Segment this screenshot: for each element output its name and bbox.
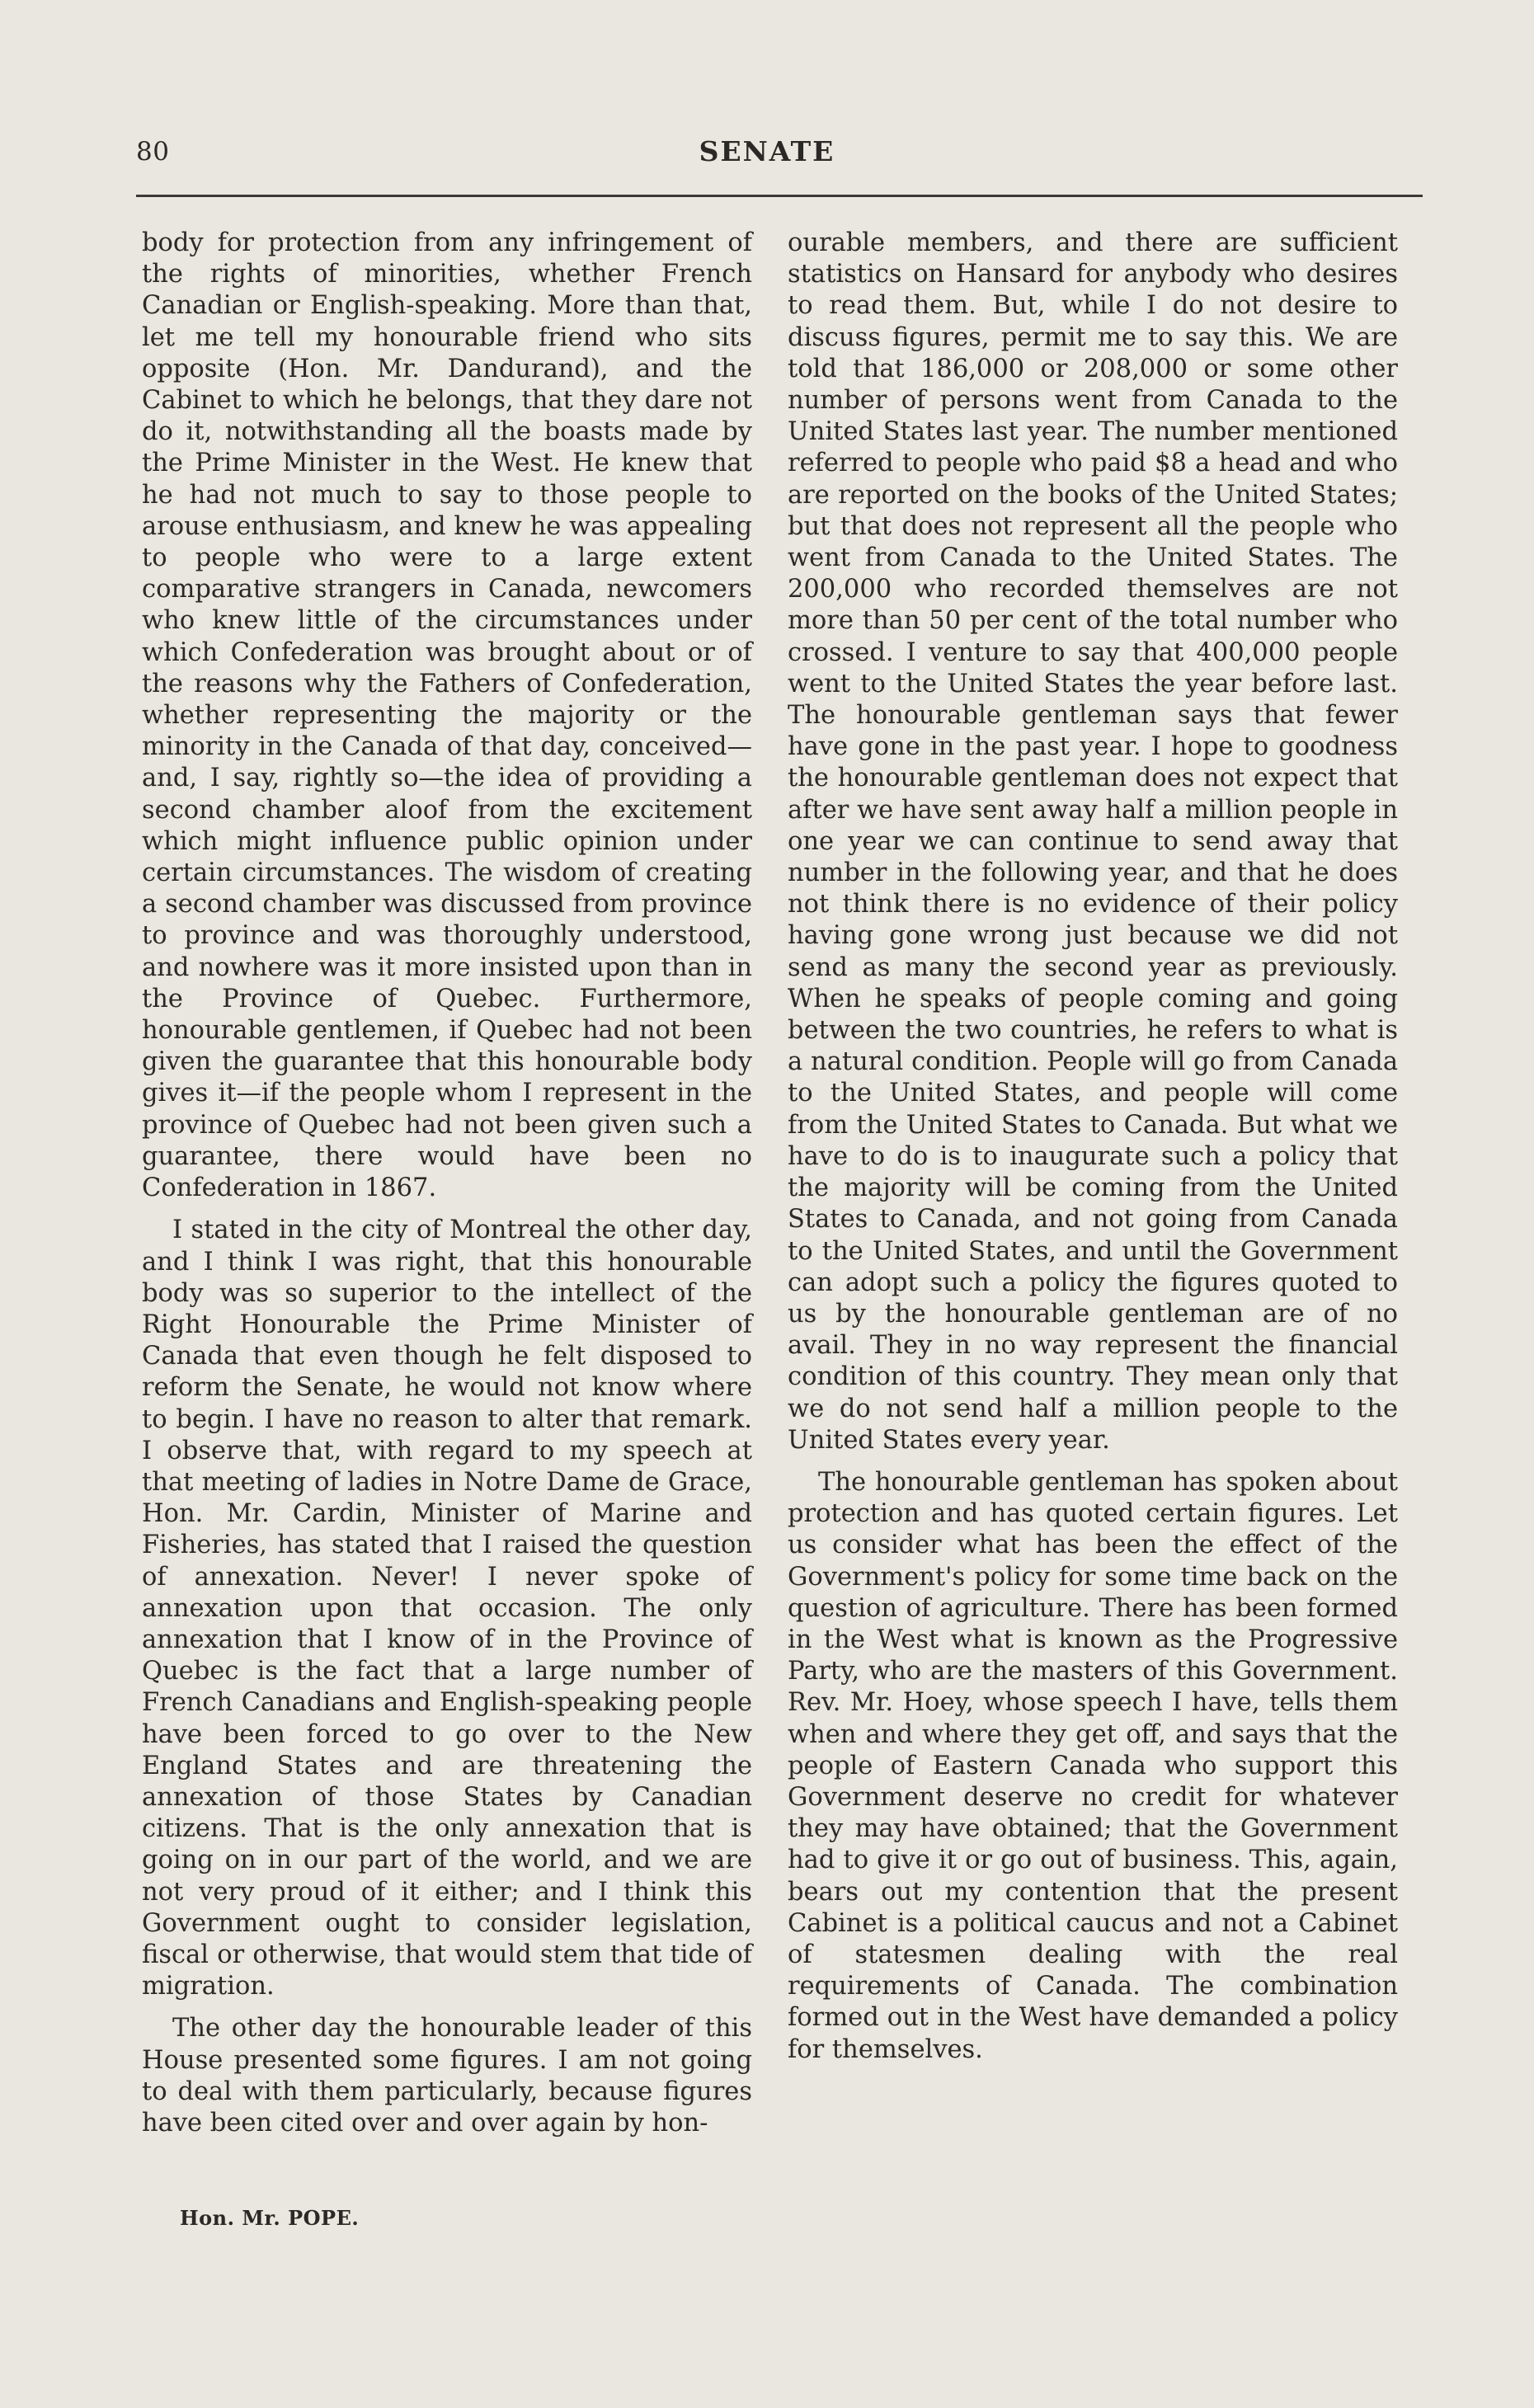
paragraph: I stated in the city of Montreal the other day, and I think I was right, that this honourable body was so superior to the intellect of the Right Honourable the Prime Minister of Canada that even though he felt disposed to reform the Senate, he would not know where to begin. I have no reason to alter that remark. I observe that, with regard to my speech at that meeting of ladies in Notre Dame de Grace, Hon. Mr. Cardin, Minister of Marine and Fisheries, has stated that I raised the question of annexation. Never! I never spoke of annexation upon that occasion. The only annexation that I know of in the Province of Quebec is the fact that a large number of French Canadians and English-speaking people have been forced to go over to the New England States and are threatening the annexation of those States by Canadian citizens. That is the only annexation that is going on in our part of the world, and we are not very proud of it either; and I think this Government ought to consider legislation, fiscal or otherwise, that would stem that tide of migration. (142, 1216, 752, 2001)
paragraph: ourable members, and there are sufficient statistics on Hansard for anybody who desires to read them. But, while I do not desire to discuss figures, permit me to say this. We are told that 186,000 or 208,000 or some other number of persons went from Canada to the United States last year. The number mentioned referred to people who paid $8 a head and who are reported on the books of the United States; but that does not represent all the people who went from Canada to the United States. The 200,000 who recorded themselves are not more than 50 per cent of the total number who crossed. I venture to say that 400,000 people went to the United States the year before last. The honourable gentleman says that fewer have gone in the past year. I hope to goodness the honourable gentleman does not expect that after we have sent away half a million people in one year we can continue to send away that number in the following year, and that he does not think there is no evidence of their policy having gone wrong just because we did not send as many the second year as previously. When he speaks of people coming and going between the two countries, he refers to what is a natural condition. People will go from Canada to the United States, and people will come from the United States to Canada. But what we have to do is to inaugurate such a policy that the majority will be coming from the United States to Canada, and not going from Canada to the United States, and until the Government can adopt such a policy the figures quoted to us by the honourable gentleman are of no avail. They in no way represent the financial condition of this country. They mean only that we do not send half a million people to the United States every year. (788, 228, 1398, 1455)
left-column (142, 228, 752, 2139)
paragraph: body for protection from any infringement of the rights of minorities, whether French Canadian or English-speaking. More than that, let me tell my honourable friend who sits opposite (Hon. Mr. Dandurand), and the Cabinet to which he belongs, that they dare not do it, notwithstanding all the boasts made by the Prime Minister in the West. He knew that he had not much to say to those people to arouse enthusiasm, and knew he was appealing to people who were to a large extent comparative strangers in Canada, newcomers who knew little of the circumstances under which Confederation was brought about or of the reasons why the Fathers of Confederation, whether representing the majority or the minority in the Canada of that day, conceived—and, I say, rightly so—the idea of providing a second chamber aloof from the excitement which might influence public opinion under certain circumstances. The wisdom of creating a second chamber was discussed from province to province and was thoroughly understood, and nowhere was it more insisted upon than in the Province of Quebec. Furthermore, honourable gentlemen, if Quebec had not been given the guarantee that this honourable body gives it—if the people whom I represent in the province of Quebec had not been given such a guarantee, there would have been no Confederation in 1867. (142, 228, 752, 1203)
paragraph: The other day the honourable leader of this House presented some figures. I am not going to deal with them particularly, because figures have been cited over and over again by hon- (142, 2014, 752, 2138)
header-rule (136, 195, 1423, 197)
paragraph: The honourable gentleman has spoken about protection and has quoted certain figures. Let us consider what has been the effect of the Government's policy for some time back on the question of agriculture. There has been formed in the West what is known as the Progressive Party, who are the masters of this Government. Rev. Mr. Hoey, whose speech I have, tells them when and where they get off, and says that the people of Eastern Canada who support this Government deserve no credit for whatever they may have obtained; that the Government had to give it or go out of business. This, again, bears out my contention that the present Cabinet is a political caucus and not a Cabinet of statesmen dealing with the real requirements of Canada. The combination formed out in the West have demanded a policy for themselves. (788, 1467, 1398, 2064)
page-number: 80 (136, 137, 170, 167)
footer-speaker: Hon. Mr. POPE. (180, 2206, 360, 2230)
right-column (788, 228, 1398, 2066)
running-head-title: SENATE (699, 135, 835, 167)
